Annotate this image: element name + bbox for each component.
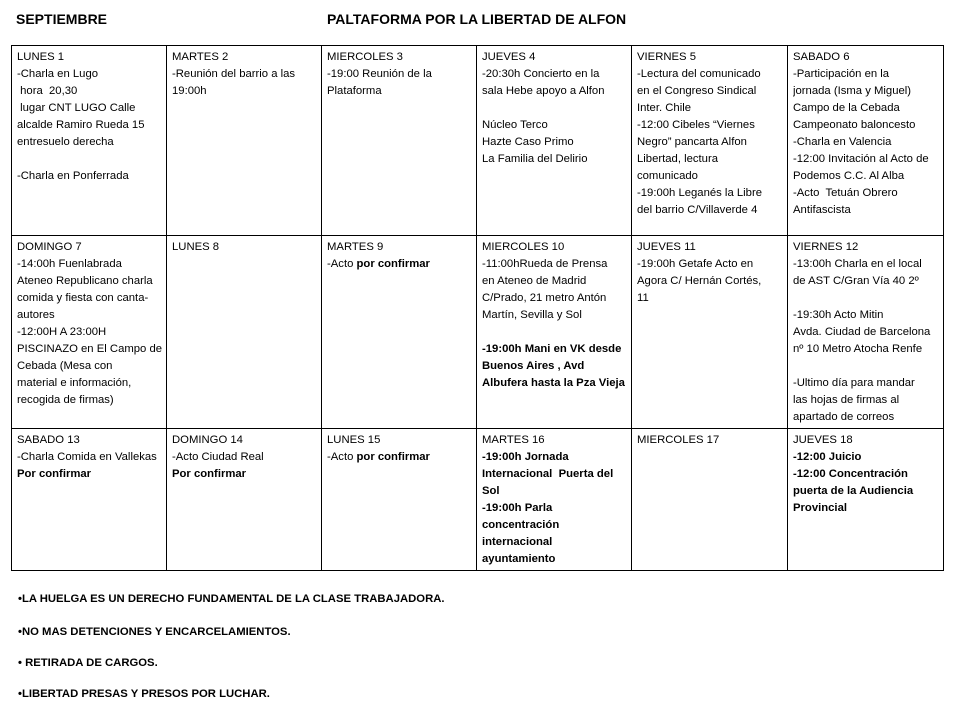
event-text: -Participación en la: [793, 68, 890, 80]
event-emphasis: por confirmar: [356, 451, 430, 463]
event-line: [327, 66, 472, 83]
event-text: MIERCOLES 17: [637, 434, 720, 446]
event-text: JUEVES 11: [637, 241, 696, 253]
event-line: [482, 273, 627, 290]
event-line: [637, 100, 783, 117]
day-label: [327, 432, 472, 449]
event-line: [793, 185, 939, 202]
event-line: [172, 66, 317, 83]
event-line: [793, 273, 939, 290]
event-line: [17, 256, 162, 273]
event-line: [793, 100, 939, 117]
event-line: [637, 168, 783, 185]
slogan-item: • RETIRADA DE CARGOS.: [18, 657, 158, 669]
event-text: hora 20,30: [17, 85, 78, 97]
event-line: [17, 66, 162, 83]
event-text: Avda. Ciudad de Barcelona: [793, 326, 931, 338]
day-label: [327, 239, 472, 256]
event-emphasis: Buenos Aires , Avd: [482, 360, 585, 372]
event-line: [482, 517, 627, 534]
event-emphasis: Internacional Puerta del: [482, 468, 614, 480]
event-line: [172, 449, 317, 466]
event-text: autores: [17, 309, 55, 321]
event-emphasis: -19:00h Mani en VK desde: [482, 343, 622, 355]
slogan-item: •NO MAS DETENCIONES Y ENCARCELAMIENTOS.: [18, 626, 291, 638]
event-text: -19:00h Leganés la Libre: [637, 187, 762, 199]
event-text: Ateneo Republicano charla: [17, 275, 153, 287]
event-text: -Acto Ciudad Real: [172, 451, 264, 463]
event-line: [793, 202, 939, 219]
event-line: [482, 449, 627, 466]
event-emphasis: Provincial: [793, 502, 847, 514]
event-line: [482, 341, 627, 358]
event-emphasis: -12:00 Concentración: [793, 468, 908, 480]
event-text: Hazte Caso Primo: [482, 136, 574, 148]
day-cell: [477, 46, 632, 236]
event-text: LUNES 15: [327, 434, 381, 446]
day-cell: [477, 236, 632, 429]
event-emphasis: puerta de la Audiencia: [793, 485, 914, 497]
day-label: [637, 239, 783, 256]
event-text: -Charla en Valencia: [793, 136, 892, 148]
event-line: [17, 466, 162, 483]
event-emphasis: -19:00h Jornada: [482, 451, 569, 463]
event-text: DOMINGO 7: [17, 241, 82, 253]
event-line: [793, 307, 939, 324]
event-line: [793, 151, 939, 168]
event-text: Inter. Chile: [637, 102, 692, 114]
day-label: [17, 239, 162, 256]
event-emphasis: Sol: [482, 485, 500, 497]
day-cell: [322, 236, 477, 429]
event-text: VIERNES 5: [637, 51, 697, 63]
event-line: [793, 290, 939, 307]
event-text: Plataforma: [327, 85, 382, 97]
event-line: [482, 256, 627, 273]
event-text: 11: [637, 292, 649, 304]
event-text: Libertad, lectura: [637, 153, 719, 165]
event-line: [172, 466, 317, 483]
event-line: [17, 151, 162, 168]
event-line: [482, 134, 627, 151]
day-cell: [167, 46, 322, 236]
event-text: -Acto: [327, 451, 357, 463]
event-line: [17, 375, 162, 392]
event-line: [793, 375, 939, 392]
event-text: en Ateneo de Madrid: [482, 275, 587, 287]
event-text: PISCINAZO en El Campo de: [17, 343, 162, 355]
event-text: comunicado: [637, 170, 698, 182]
event-line: [793, 449, 939, 466]
event-line: [17, 290, 162, 307]
event-text: comida y fiesta con canta-: [17, 292, 149, 304]
event-line: [793, 117, 939, 134]
day-cell: [477, 429, 632, 571]
event-line: [482, 324, 627, 341]
event-line: [793, 483, 939, 500]
event-text: 19:00h: [172, 85, 207, 97]
event-emphasis: Por confirmar: [17, 468, 92, 480]
event-line: [793, 392, 939, 409]
event-text: sala Hebe apoyo a Alfon: [482, 85, 605, 97]
event-line: [482, 466, 627, 483]
event-line: [793, 341, 939, 358]
event-line: [793, 256, 939, 273]
event-emphasis: Albufera hasta la Pza Vieja: [482, 377, 625, 389]
event-line: [17, 168, 162, 185]
event-line: [482, 307, 627, 324]
event-line: [637, 83, 783, 100]
event-line: [637, 273, 783, 290]
day-label: [172, 239, 317, 256]
day-label: [793, 432, 939, 449]
event-line: [793, 409, 939, 426]
event-calendar-table: [11, 45, 944, 571]
event-line: [17, 324, 162, 341]
day-label: [327, 49, 472, 66]
day-label: [17, 432, 162, 449]
event-emphasis: -12:00 Juicio: [793, 451, 862, 463]
slogan-item: •LIBERTAD PRESAS Y PRESOS POR LUCHAR.: [18, 688, 270, 700]
event-text: LUNES 1: [17, 51, 65, 63]
event-text: -12:00 Invitación al Acto de: [793, 153, 929, 165]
event-line: [17, 273, 162, 290]
event-text: Agora C/ Hernán Cortés,: [637, 275, 762, 287]
day-cell: [788, 429, 944, 571]
event-line: [17, 100, 162, 117]
event-line: [637, 134, 783, 151]
event-emphasis: por confirmar: [356, 258, 430, 270]
event-line: [327, 449, 472, 466]
event-line: [482, 83, 627, 100]
event-text: VIERNES 12: [793, 241, 859, 253]
event-line: [793, 500, 939, 517]
month-heading: SEPTIEMBRE: [16, 11, 108, 27]
event-line: [17, 134, 162, 151]
event-emphasis: ayuntamiento: [482, 553, 556, 565]
event-text: material e información,: [17, 377, 132, 389]
event-line: [637, 117, 783, 134]
event-emphasis: internacional: [482, 536, 553, 548]
event-text: -14:00h Fuenlabrada: [17, 258, 122, 270]
event-text: -20:30h Concierto en la: [482, 68, 600, 80]
event-text: -11:00hRueda de Prensa: [482, 258, 608, 270]
event-text: Campo de la Cebada: [793, 102, 900, 114]
event-line: [482, 117, 627, 134]
event-line: [482, 66, 627, 83]
event-line: [17, 449, 162, 466]
event-text: del barrio C/Villaverde 4: [637, 204, 758, 216]
event-text: MARTES 2: [172, 51, 229, 63]
event-text: entresuelo derecha: [17, 136, 114, 148]
event-line: [793, 83, 939, 100]
day-cell: [167, 429, 322, 571]
event-line: [17, 341, 162, 358]
day-label: [637, 432, 783, 449]
calendar-week-row: [12, 46, 944, 236]
event-text: JUEVES 18: [793, 434, 853, 446]
day-label: [637, 49, 783, 66]
day-label: [17, 49, 162, 66]
event-text: La Familia del Delirio: [482, 153, 588, 165]
event-line: [793, 324, 939, 341]
event-text: -19:30h Acto Mitin: [793, 309, 884, 321]
event-line: [482, 100, 627, 117]
event-line: [637, 256, 783, 273]
event-line: [482, 534, 627, 551]
page-title: PALTAFORMA POR LA LIBERTAD DE ALFON: [327, 11, 627, 27]
event-text: -Charla en Ponferrada: [17, 170, 129, 182]
event-line: [17, 392, 162, 409]
event-line: [17, 307, 162, 324]
day-cell: [632, 429, 788, 571]
event-text: Campeonato baloncesto: [793, 119, 916, 131]
calendar-week-row: [12, 429, 944, 571]
slogan-item: •LA HUELGA ES UN DERECHO FUNDAMENTAL DE LA CLASE TRABAJADORA.: [18, 593, 445, 605]
event-line: [482, 375, 627, 392]
event-text: alcalde Ramiro Rueda 15: [17, 119, 145, 131]
event-text: -Lectura del comunicado: [637, 68, 761, 80]
event-text: -19:00 Reunión de la: [327, 68, 432, 80]
day-cell: [322, 46, 477, 236]
event-text: -Acto: [327, 258, 357, 270]
event-text: jornada (Isma y Miguel): [793, 85, 912, 97]
event-text: Podemos C.C. Al Alba: [793, 170, 905, 182]
event-text: SABADO 6: [793, 51, 850, 63]
event-line: [793, 466, 939, 483]
event-text: Antifascista: [793, 204, 851, 216]
event-text: MIERCOLES 3: [327, 51, 403, 63]
event-line: [637, 290, 783, 307]
day-cell: [12, 46, 167, 236]
event-text: -19:00h Getafe Acto en: [637, 258, 754, 270]
day-cell: [788, 46, 944, 236]
event-emphasis: Por confirmar: [172, 468, 247, 480]
event-text: recogida de firmas): [17, 394, 114, 406]
event-text: DOMINGO 14: [172, 434, 243, 446]
event-line: [637, 151, 783, 168]
event-text: -13:00h Charla en el local: [793, 258, 922, 270]
event-text: SABADO 13: [17, 434, 80, 446]
event-text: C/Prado, 21 metro Antón: [482, 292, 607, 304]
event-text: -12:00 Cibeles “Viernes: [637, 119, 755, 131]
event-text: de AST C/Gran Vía 40 2º: [793, 275, 919, 287]
event-line: [793, 168, 939, 185]
event-line: [17, 358, 162, 375]
event-line: [17, 83, 162, 100]
event-text: apartado de correos: [793, 411, 895, 423]
event-text: Cebada (Mesa con: [17, 360, 113, 372]
day-cell: [322, 429, 477, 571]
event-line: [482, 483, 627, 500]
day-cell: [632, 236, 788, 429]
event-text: Martín, Sevilla y Sol: [482, 309, 582, 321]
event-text: MARTES 16: [482, 434, 545, 446]
event-text: -Reunión del barrio a las: [172, 68, 296, 80]
event-text: Negro” pancarta Alfon: [637, 136, 747, 148]
event-line: [482, 151, 627, 168]
day-cell: [167, 236, 322, 429]
event-line: [637, 185, 783, 202]
event-line: [482, 290, 627, 307]
event-text: las hojas de firmas al: [793, 394, 900, 406]
day-label: [482, 239, 627, 256]
day-label: [172, 49, 317, 66]
event-text: -Charla Comida en Vallekas: [17, 451, 157, 463]
event-text: nº 10 Metro Atocha Renfe: [793, 343, 923, 355]
event-text: -Acto Tetuán Obrero: [793, 187, 898, 199]
calendar-week-row: [12, 236, 944, 429]
event-text: lugar CNT LUGO Calle: [17, 102, 136, 114]
event-line: [793, 134, 939, 151]
day-cell: [12, 429, 167, 571]
event-text: en el Congreso Sindical: [637, 85, 757, 97]
event-text: -Ultimo día para mandar: [793, 377, 915, 389]
event-line: [793, 358, 939, 375]
event-line: [482, 551, 627, 568]
event-line: [637, 202, 783, 219]
event-line: [482, 358, 627, 375]
event-text: Núcleo Terco: [482, 119, 548, 131]
day-cell: [788, 236, 944, 429]
event-emphasis: concentración: [482, 519, 560, 531]
event-line: [637, 66, 783, 83]
event-text: -Charla en Lugo: [17, 68, 99, 80]
day-label: [482, 432, 627, 449]
event-line: [327, 256, 472, 273]
event-line: [17, 117, 162, 134]
day-label: [793, 49, 939, 66]
event-emphasis: -19:00h Parla: [482, 502, 553, 514]
event-line: [172, 83, 317, 100]
day-cell: [12, 236, 167, 429]
day-cell: [632, 46, 788, 236]
day-label: [793, 239, 939, 256]
event-text: MIERCOLES 10: [482, 241, 565, 253]
event-line: [327, 83, 472, 100]
event-text: JUEVES 4: [482, 51, 536, 63]
event-line: [482, 500, 627, 517]
event-text: LUNES 8: [172, 241, 220, 253]
event-text: -12:00H A 23:00H: [17, 326, 107, 338]
day-label: [482, 49, 627, 66]
event-line: [793, 66, 939, 83]
event-text: MARTES 9: [327, 241, 384, 253]
day-label: [172, 432, 317, 449]
